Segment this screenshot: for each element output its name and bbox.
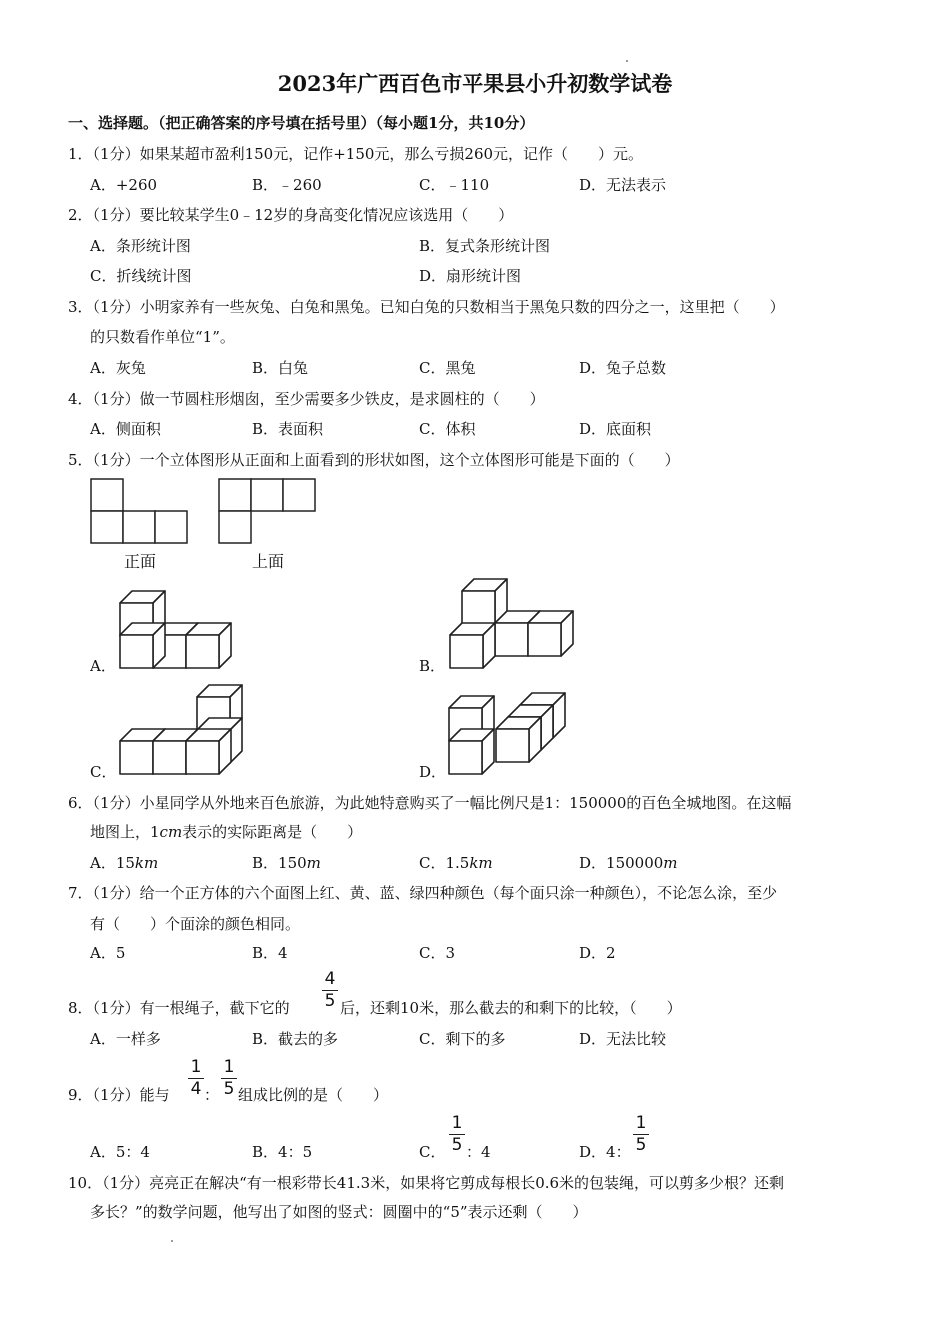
question-6-line1: 6．（1分）小星同学从外地来百色旅游，为此她特意购买了一幅比例尺是1：150000的百色全城地图。在这幅 [68,794,792,812]
question-7-line1: 7．（1分）给一个正方体的六个面图上红、黄、蓝、绿四种颜色（每个面只涂一种颜色），不论怎么涂，至少 [68,884,778,902]
cube-face [496,729,529,762]
q8-fraction: 4 5 [322,970,338,1010]
q3-option-b[interactable]: B．白兔 [252,359,309,377]
q9-option-b[interactable]: B．4：5 [252,1143,313,1161]
q2-option-c[interactable]: C．折线统计图 [90,267,192,285]
speck [171,1240,173,1242]
q5-option-b[interactable]: B． [419,657,446,675]
q1-option-d[interactable]: D．无法表示 [579,176,667,194]
q9-fraction-2: 1 5 [221,1058,237,1098]
q6-option-a[interactable]: A．15km [90,854,159,872]
q4-option-a[interactable]: A．侧面积 [90,420,161,438]
question-7-line2: 有（ ）个面涂的颜色相同。 [90,915,301,933]
q8-option-d[interactable]: D．无法比较 [579,1030,667,1048]
q9-option-c[interactable]: C． [419,1143,446,1161]
question-8-part2: 后，还剩10米，那么截去的和剩下的比较，（ ） [340,999,682,1017]
q3-option-c[interactable]: C．黑兔 [419,359,476,377]
q9-colon: ： [204,1086,220,1104]
q5-option-a[interactable]: A． [90,657,116,675]
q4-option-c[interactable]: C．体积 [419,420,476,438]
q4-option-b[interactable]: B．表面积 [252,420,324,438]
q9-option-c-fraction: 1 5 [449,1114,465,1154]
page-title: 2023年广西百色市平果县小升初数学试卷 [277,71,673,96]
q2-option-b[interactable]: B．复式条形统计图 [419,237,551,255]
q7-option-b[interactable]: B．4 [252,944,288,962]
q8-option-c[interactable]: C．剩下的多 [419,1030,506,1048]
q6-option-b[interactable]: B．150m [252,854,321,872]
q3-option-d[interactable]: D．兔子总数 [579,359,667,377]
q1-option-a[interactable]: A．+260 [90,176,158,194]
q1-option-c[interactable]: C．﹣110 [419,176,490,194]
q8-option-a[interactable]: A．一样多 [90,1030,161,1048]
section-heading: 一、选择题。（把正确答案的序号填在括号里）（每小题1分，共10分） [68,114,535,132]
question-9-part1: 9．（1分）能与 [68,1086,170,1104]
q7-option-a[interactable]: A．5 [90,944,126,962]
question-9-part2: 组成比例的是（ ） [238,1086,389,1104]
q3-option-a[interactable]: A．灰兔 [90,359,146,377]
speck [626,60,628,62]
question-1: 1．（1分）如果某超市盈利150元，记作+150元，那么亏损260元，记作（ ）元。 [68,145,644,163]
q2-option-d[interactable]: D．扇形统计图 [419,267,522,285]
q1-option-b[interactable]: B．﹣260 [252,176,322,194]
question-10-line1: 10．（1分）亮亮正在解决“有一根彩带长41.3米，如果将它剪成每根长0.6米的包装绳，可以剪多少根？还剩 [68,1174,785,1192]
question-3-line1: 3．（1分）小明家养有一些灰兔、白兔和黑兔。已知白兔的只数相当于黑兔只数的四分之一，这里把（ ） [68,298,785,316]
q6-option-c[interactable]: C．1.5km [419,854,493,872]
cube-face [449,741,482,774]
question-3-line2: 的只数看作单位“1”。 [90,328,235,346]
q9-option-a[interactable]: A．5：4 [90,1143,150,1161]
question-4: 4．（1分）做一节圆柱形烟囱，至少需要多少铁皮，是求圆柱的（ ） [68,390,545,408]
question-6-line2: 地图上，1cm表示的实际距离是（ ） [90,823,363,841]
q6-option-d[interactable]: D．150000m [579,854,678,872]
question-2: 2．（1分）要比较某学生0﹣12岁的身高变化情况应该选用（ ） [68,206,514,224]
q9-option-c-rest: ：4 [466,1143,491,1161]
front-view-label: 正面 [124,552,157,571]
question-8-part1: 8．（1分）有一根绳子，截下它的 [68,999,290,1017]
q7-option-c[interactable]: C．3 [419,944,456,962]
q9-fraction-1: 1 4 [188,1058,204,1098]
q9-option-d-fraction: 1 5 [633,1114,649,1154]
q4-option-d[interactable]: D．底面积 [579,420,652,438]
q5-option-d[interactable]: D． [419,763,447,781]
q2-option-a[interactable]: A．条形统计图 [90,237,191,255]
question-5: 5．（1分）一个立体图形从正面和上面看到的形状如图，这个立体图形可能是下面的（ ） [68,451,680,469]
q7-option-d[interactable]: D．2 [579,944,616,962]
q8-option-b[interactable]: B．截去的多 [252,1030,339,1048]
top-view-label: 上面 [252,552,285,571]
q9-option-d[interactable]: D．4： [579,1143,631,1161]
question-10-line2: 多长？”的数学问题，他写出了如图的竖式：圆圈中的“5”表示还剩（ ） [90,1203,588,1221]
q5-option-c[interactable]: C． [90,763,117,781]
